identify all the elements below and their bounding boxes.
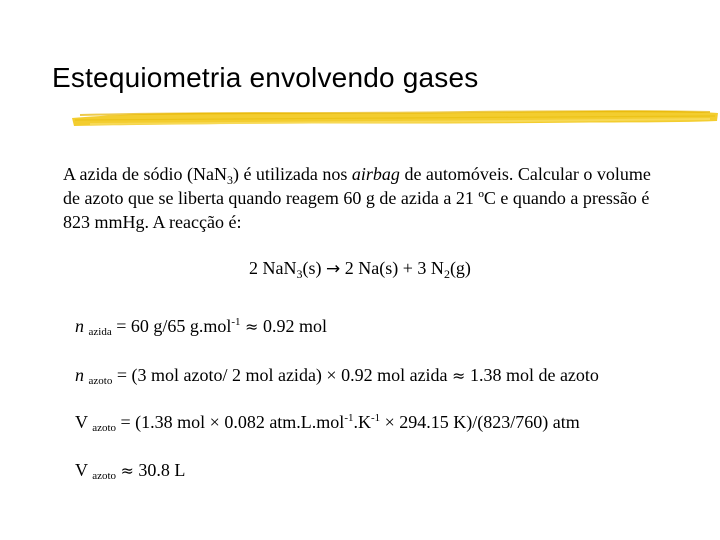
product-state: (g)	[449, 258, 471, 278]
reactant-state: (s)	[302, 258, 322, 278]
problem-statement	[63, 162, 663, 234]
variable-subscript: azoto	[88, 375, 113, 387]
expression: = (3 mol azoto/ 2 mol azida) × 0.92 mol azida	[112, 365, 453, 385]
result: 0.92 mol	[258, 316, 327, 336]
exponent-1: -1	[344, 412, 354, 424]
text-part-1: A azida de sódio (Na	[63, 164, 214, 184]
approx-symbol: ≈	[245, 317, 259, 336]
variable-subscript: azoto	[92, 422, 117, 434]
products: 2 Na(s) + 3 N	[344, 258, 444, 278]
calc-line-moles-azoto	[75, 365, 599, 387]
expression-a: = (1.38 mol × 0.082 atm.L.mol	[116, 412, 345, 432]
title-underline-brush	[70, 104, 720, 130]
variable: V	[75, 412, 88, 432]
text-part-1b: N	[213, 164, 227, 184]
approx-symbol: ≈	[452, 366, 466, 385]
variable: n	[75, 316, 84, 336]
variable-subscript: azoto	[92, 470, 117, 482]
text-part-2: ) é utilizada nos	[232, 164, 352, 184]
reaction-arrow-icon: →	[326, 259, 341, 279]
subscript-3: 3	[226, 173, 233, 187]
calc-line-volume-result	[75, 460, 185, 482]
reactant-subscript: 3	[296, 267, 303, 281]
expression-b: .K	[353, 412, 371, 432]
reactant: 2 NaN	[249, 258, 297, 278]
exponent-2: -1	[370, 412, 381, 424]
text-part-3: de automóveis. Calcular o volume de azoto que se liberta quando reagem 60 g de azida a 21 ºC e quando a pressão é 823 mmHg. A reacção é:	[63, 164, 651, 232]
result: 1.38 mol de azoto	[465, 365, 599, 385]
calc-line-moles-azida	[75, 316, 327, 338]
result: 30.8 L	[133, 460, 186, 480]
variable-subscript: azida	[88, 326, 112, 338]
slide-title: Estequiometria envolvendo gases	[52, 62, 479, 93]
airbag-term: airbag	[351, 164, 400, 184]
product-subscript: 2	[443, 267, 450, 281]
reaction-equation	[0, 258, 720, 279]
variable: n	[75, 365, 84, 385]
calc-line-volume-expression	[75, 412, 580, 434]
approx-symbol: ≈	[120, 461, 134, 480]
variable: V	[75, 460, 88, 480]
exponent: -1	[231, 316, 241, 328]
expression: = 60 g/65 g.mol	[111, 316, 232, 336]
expression-c: × 294.15 K)/(823/760) atm	[380, 412, 580, 432]
